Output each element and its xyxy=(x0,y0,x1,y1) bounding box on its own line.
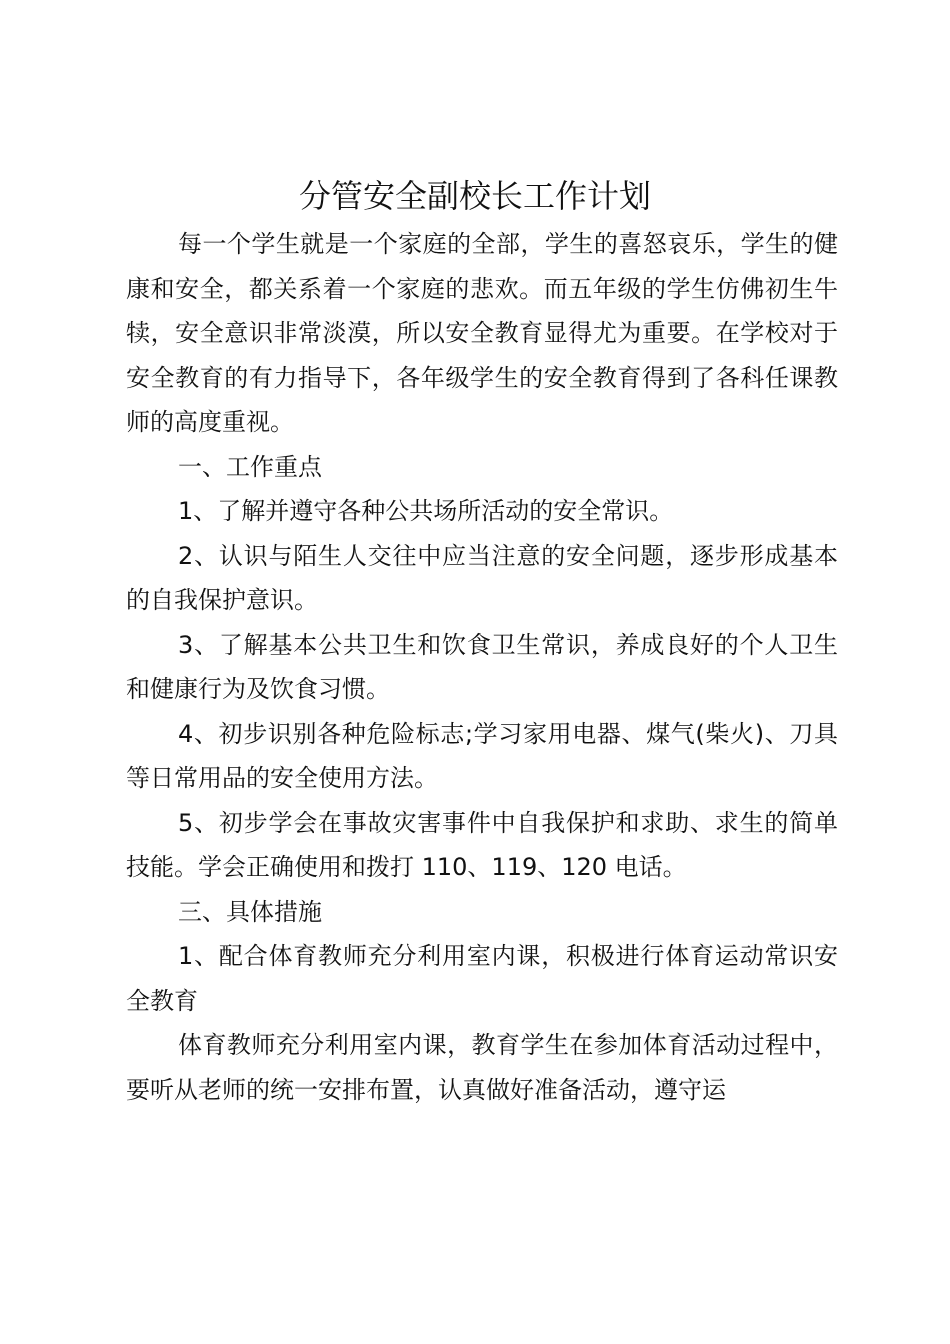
section-heading-measures: 三、具体措施 xyxy=(178,897,322,926)
paragraph-item-4: 4、初步识别各种危险标志;学习家用电器、煤气(柴火)、刀具等日常用品的安全使用方法。 xyxy=(126,719,838,792)
document-body xyxy=(126,222,838,1112)
document-title: 分管安全副校长工作计划 xyxy=(298,177,651,215)
paragraph-measure-1-detail: 体育教师充分利用室内课，教育学生在参加体育活动过程中，要听从老师的统一安排布置，认真做好准备活动，遵守运 xyxy=(126,1031,838,1104)
paragraph-item-5: 5、初步学会在事故灾害事件中自我保护和求助、求生的简单技能。学会正确使用和拨打 110、119、120 电话。 xyxy=(126,808,838,881)
section-heading-work-focus: 一、工作重点 xyxy=(178,452,322,481)
paragraph-item-2: 2、认识与陌生人交往中应当注意的安全问题，逐步形成基本的自我保护意识。 xyxy=(126,541,838,614)
paragraph-item-1: 1、了解并遵守各种公共场所活动的安全常识。 xyxy=(178,497,674,525)
paragraph-item-3: 3、了解基本公共卫生和饮食卫生常识，养成良好的个人卫生和健康行为及饮食习惯。 xyxy=(126,630,838,703)
paragraph-intro: 每一个学生就是一个家庭的全部，学生的喜怒哀乐，学生的健康和安全，都关系着一个家庭的悲欢。而五年级的学生仿佛初生牛犊，安全意识非常淡漠，所以安全教育显得尤为重要。在学校对于安全教育的有力指导下，各年级学生的安全教育得到了各科任课教师的高度重视。 xyxy=(126,230,838,436)
paragraph-measure-1: 1、配合体育教师充分利用室内课，积极进行体育运动常识安全教育 xyxy=(126,942,838,1015)
